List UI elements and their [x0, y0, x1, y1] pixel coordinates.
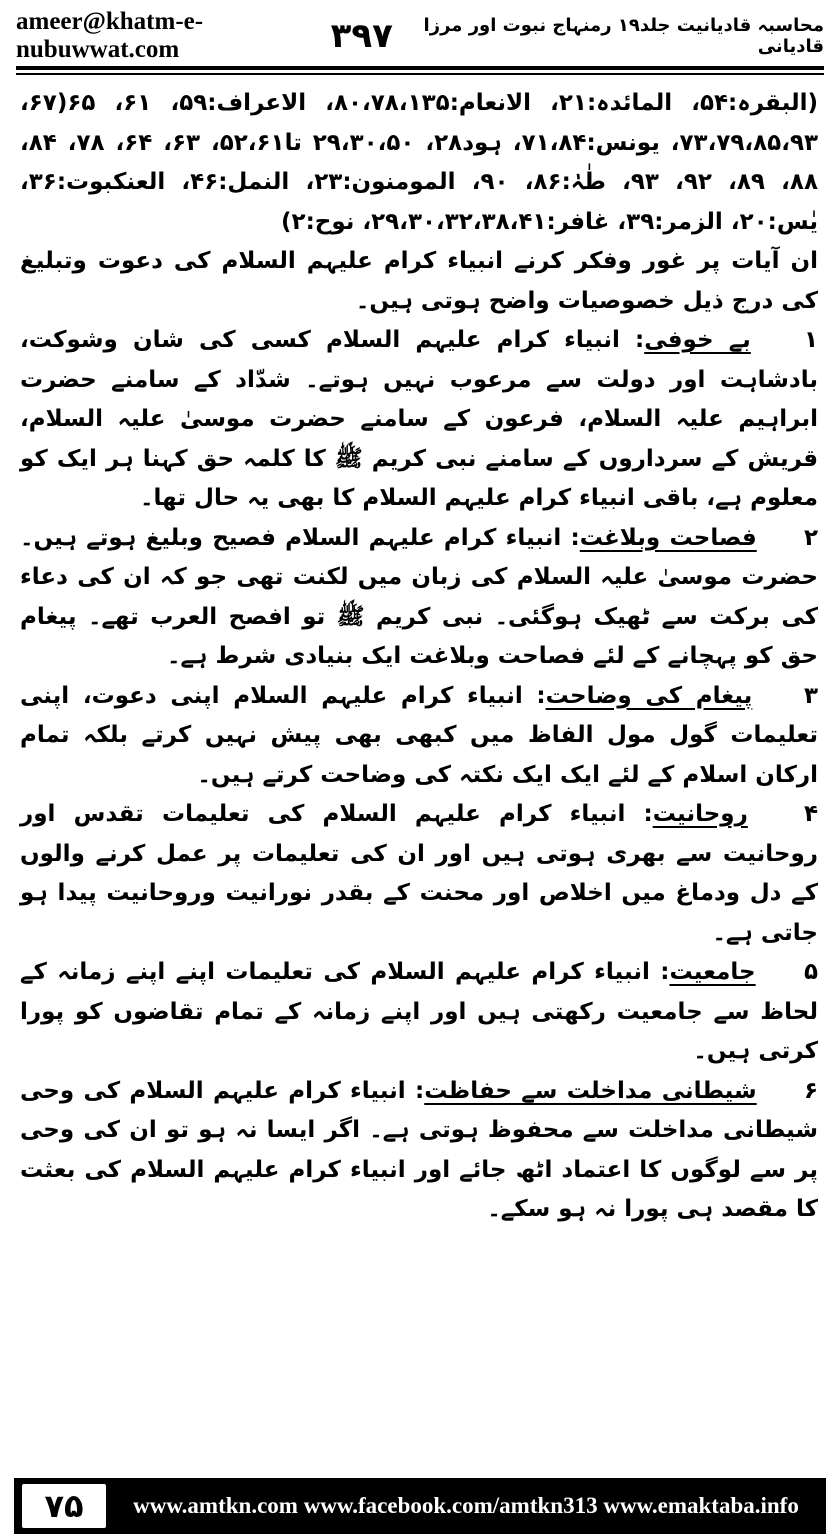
list-item	[20, 321, 818, 519]
page-footer	[14, 1478, 826, 1534]
intro-paragraph: ان آیات پر غور وفکر کرنے انبیاء کرام علیہم السلام کی دعوت وتبلیغ کی درج ذیل خصوصیات واضح ہوتی ہیں۔	[20, 248, 818, 314]
item-title: روحانیت	[652, 801, 748, 827]
item-text: : انبیاء کرام علیہم السلام فصیح وبلیغ ہوتے ہیں۔ حضرت موسیٰ علیہ السلام کی زبان میں لکنت تھی جو کہ ان کی دعاء کی برکت سے ٹھیک ہوگئی۔ نبی کریم ﷺ تو افصح العرب تھے۔ پیغام حق کو پہچانے کے لئے فصاحت وبلاغت ایک بنیادی شرط ہے۔	[20, 524, 818, 669]
footer-links[interactable]: www.amtkn.com www.facebook.com/amtkn313 www.emaktaba.info	[133, 1493, 799, 1518]
list-item	[20, 677, 818, 796]
header-rule-thin	[16, 73, 824, 75]
item-number: ۴	[803, 801, 818, 827]
item-text: : انبیاء کرام علیہم السلام اپنی دعوت، اپنی تعلیمات گول مول الفاظ میں کبھی بھی پیش نہیں کرتے بلکہ تمام ارکان اسلام کے لئے ایک ایک نکتہ کی وضاحت کرتے ہیں۔	[20, 682, 818, 788]
header-rule-thick	[16, 66, 824, 70]
list-item	[20, 953, 818, 1072]
item-number: ۳	[803, 682, 818, 709]
page-content	[20, 84, 818, 1460]
item-number: ۱	[803, 327, 818, 353]
item-title: فصاحت وبلاغت	[579, 524, 757, 551]
item-title: بے خوفی	[644, 327, 751, 353]
page-header	[16, 8, 824, 64]
item-number: ۶	[803, 1077, 818, 1104]
header-right	[331, 15, 824, 57]
item-title: جامعیت	[669, 959, 756, 985]
list-item	[20, 519, 818, 677]
header-title: محاسبہ قادیانیت جلد۱۹ رمنہاج نبوت اور مرزا قادیانی	[423, 15, 824, 57]
item-text: : انبیاء کرام علیہم السلام کی تعلیمات اپنے اپنے زمانہ کے لحاظ سے جامعیت رکھتی ہیں اور اپنے زمانہ کے تمام تقاضوں کو پورا کرتی ہیں۔	[20, 959, 818, 1064]
list-item	[20, 795, 818, 953]
footer-page-number: ۷۵	[22, 1484, 106, 1528]
item-title: شیطانی مداخلت سے حفاظت	[424, 1077, 757, 1104]
item-text: : انبیاء کرام علیہم السلام کسی کی شان وشوکت، بادشاہت اور دولت سے مرعوب نہیں ہوتے۔ شدّاد کے سامنے حضرت ابراہیم علیہ السلام، فرعون کے سامنے حضرت موسیٰ علیہ السلام، قریش کے سرداروں کے سامنے نبی کریم ﷺ کا کلمہ حق کہنا ہر ایک کو معلوم ہے، باقی انبیاء کرام علیہم السلام کا بھی یہ حال تھا۔	[20, 327, 818, 511]
list-item	[20, 1072, 818, 1230]
item-title: پیغام کی وضاحت	[545, 682, 753, 709]
header-page-number: ۳۹۷	[330, 16, 393, 56]
item-number: ۲	[803, 524, 819, 551]
item-text: : انبیاء کرام علیہم السلام کی تعلیمات تقدس اور روحانیت سے بھری ہوتی ہیں اور ان کی تعلیمات پر عمل کرنے والوں کے دل ودماغ میں اخلاص اور محنت کے بقدر نورانیت وروحانیت پیدا ہو جاتی ہے۔	[20, 801, 818, 946]
header-email[interactable]: ameer@khatm-e-nubuwwat.com	[16, 8, 204, 63]
item-text: : انبیاء کرام علیہم السلام کی وحی شیطانی مداخلت سے محفوظ ہوتی ہے۔ اگر ایسا نہ ہو تو ان کی وحی پر سے لوگوں کا اعتماد اٹھ جائے اور انبیاء کرام علیہم السلام کی بعثت کا مقصد ہی پورا نہ ہو سکے۔	[20, 1077, 818, 1222]
item-number: ۵	[803, 959, 818, 985]
quran-references: (البقرہ:۵۴، المائدہ:۲۱، الانعام:۸۰،۷۸،۱۳۵، الاعراف:۵۹، ۶۱، ۶۵(۶۷، ۷۳،۷۹،۸۵،۹۳، یونس:۷۱،۸۴، ہود۲۸، ۲۹،۳۰،۵۰ تا۵۲،۶۱، ۶۳، ۶۴، ۷۸، ۸۴، ۸۸، ۸۹، ۹۲، ۹۳، طٰہٰ:۸۶، ۹۰، المومنون:۲۳، النمل:۴۶، العنکبوت:۳۶، یٰس:۲۰، الزمر:۳۹، غافر:۲۹،۳۰،۳۲،۳۸،۴۱، نوح:۲)	[20, 90, 819, 235]
